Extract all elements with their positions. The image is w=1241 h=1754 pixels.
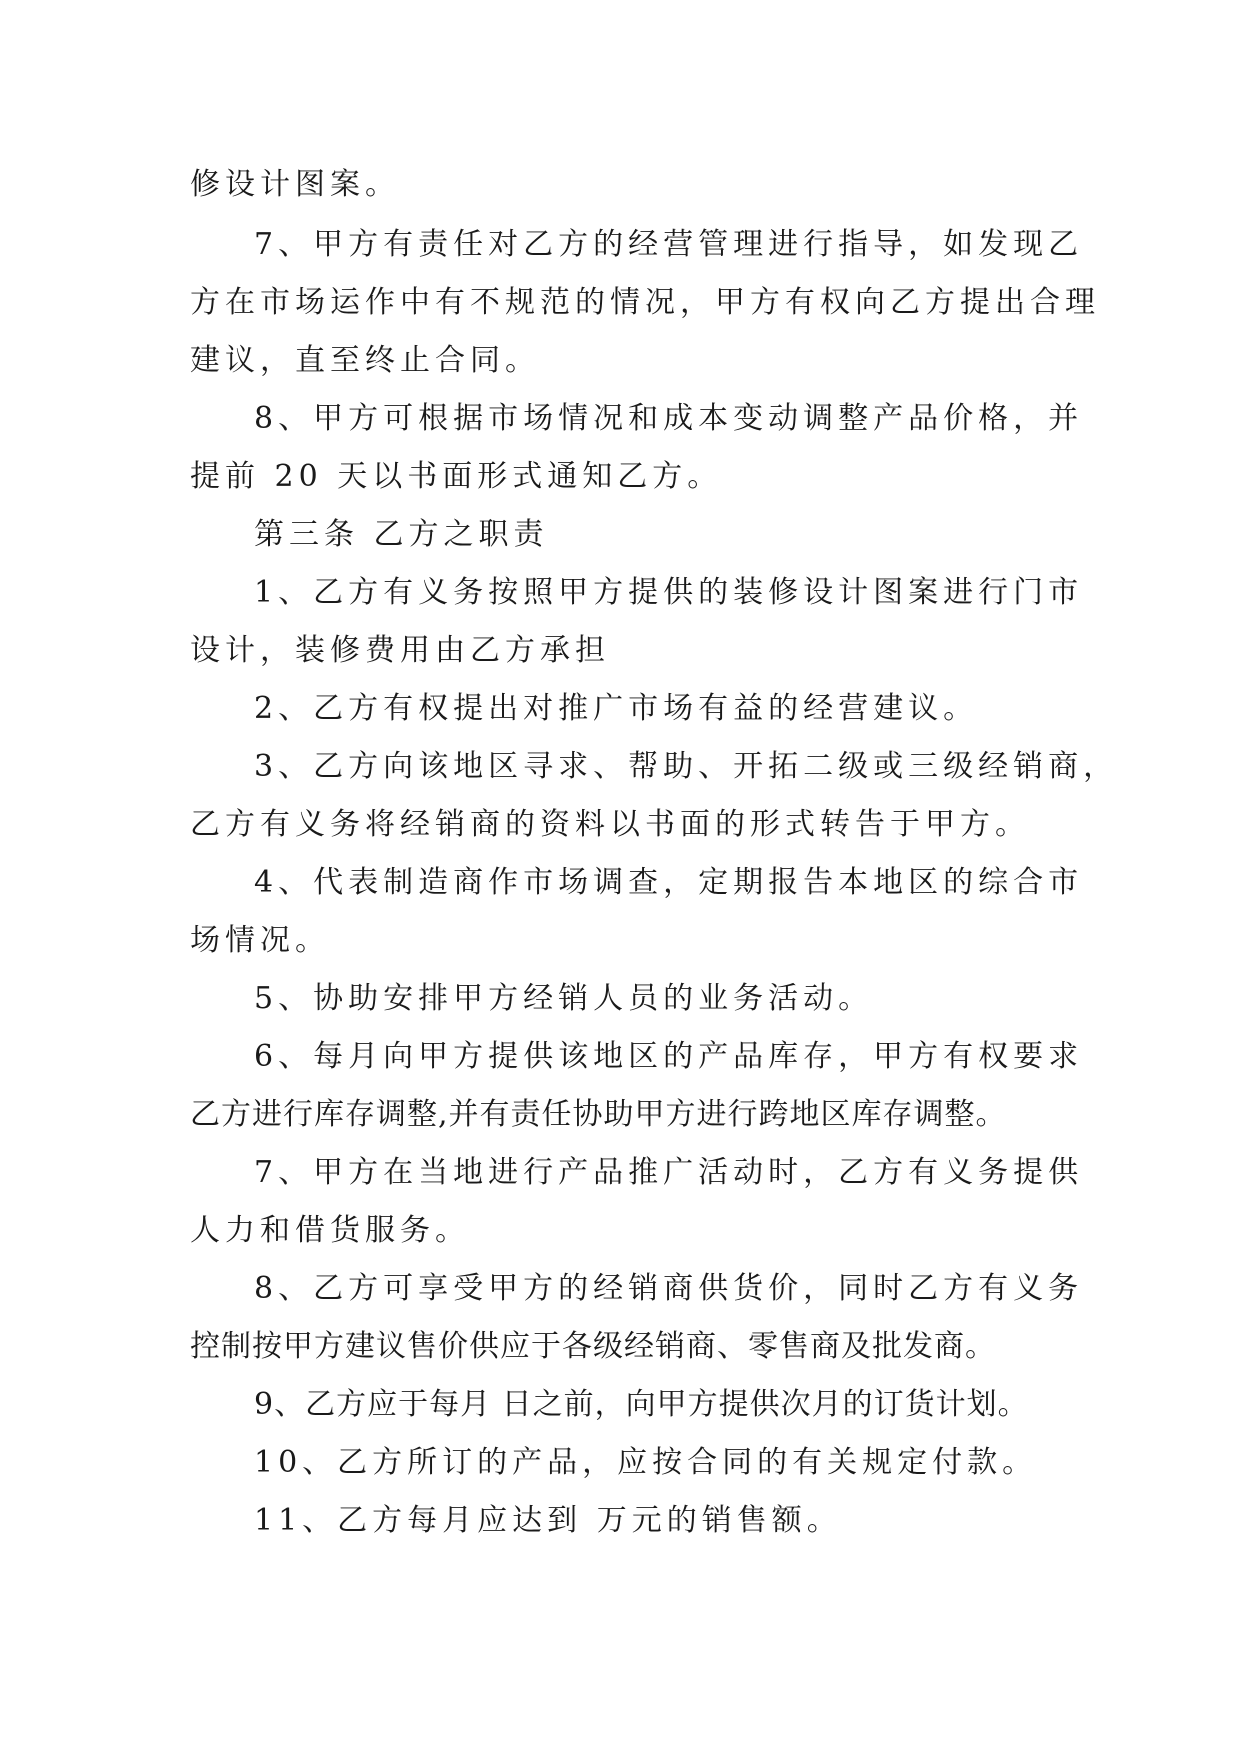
text-line: 9、乙方应于每月 日之前，向甲方提供次月的订货计划。	[254, 1387, 1029, 1422]
text-line: 乙方有义务将经销商的资料以书面的形式转告于甲方。	[190, 807, 1030, 842]
text-line: 提前 20 天以书面形式通知乙方。	[190, 459, 723, 494]
text-line: 方在市场运作中有不规范的情况，甲方有权向乙方提出合理	[190, 285, 1100, 320]
text-line: 2、乙方有权提出对推广市场有益的经营建议。	[254, 691, 979, 726]
text-line: 6、每月向甲方提供该地区的产品库存，甲方有权要求	[254, 1039, 1084, 1074]
text-line: 4、代表制造商作市场调查，定期报告本地区的综合市	[254, 865, 1084, 900]
text-line: 7、甲方有责任对乙方的经营管理进行指导，如发现乙	[254, 227, 1084, 262]
section-heading: 第三条 乙方之职责	[254, 517, 549, 552]
text-line: 设计，装修费用由乙方承担	[190, 633, 610, 668]
text-line: 3、乙方向该地区寻求、帮助、开拓二级或三级经销商，	[254, 749, 1119, 784]
text-line: 11、乙方每月应达到 万元的销售额。	[254, 1503, 842, 1538]
text-line: 1、乙方有义务按照甲方提供的装修设计图案进行门市	[254, 575, 1084, 610]
text-line: 8、乙方可享受甲方的经销商供货价，同时乙方有义务	[254, 1271, 1084, 1306]
text-line: 人力和借货服务。	[190, 1213, 470, 1248]
text-line: 7、甲方在当地进行产品推广活动时，乙方有义务提供	[254, 1155, 1084, 1190]
text-line: 8、甲方可根据市场情况和成本变动调整产品价格，并	[254, 401, 1084, 436]
text-line: 场情况。	[190, 923, 330, 958]
text-line: 修设计图案。	[190, 167, 400, 202]
text-line: 乙方进行库存调整,并有责任协助甲方进行跨地区库存调整。	[190, 1097, 1007, 1132]
text-line: 10、乙方所订的产品，应按合同的有关规定付款。	[254, 1445, 1038, 1480]
text-line: 控制按甲方建议售价供应于各级经销商、零售商及批发商。	[190, 1329, 996, 1364]
text-line: 建议，直至终止合同。	[190, 343, 540, 378]
text-line: 5、协助安排甲方经销人员的业务活动。	[254, 981, 874, 1016]
